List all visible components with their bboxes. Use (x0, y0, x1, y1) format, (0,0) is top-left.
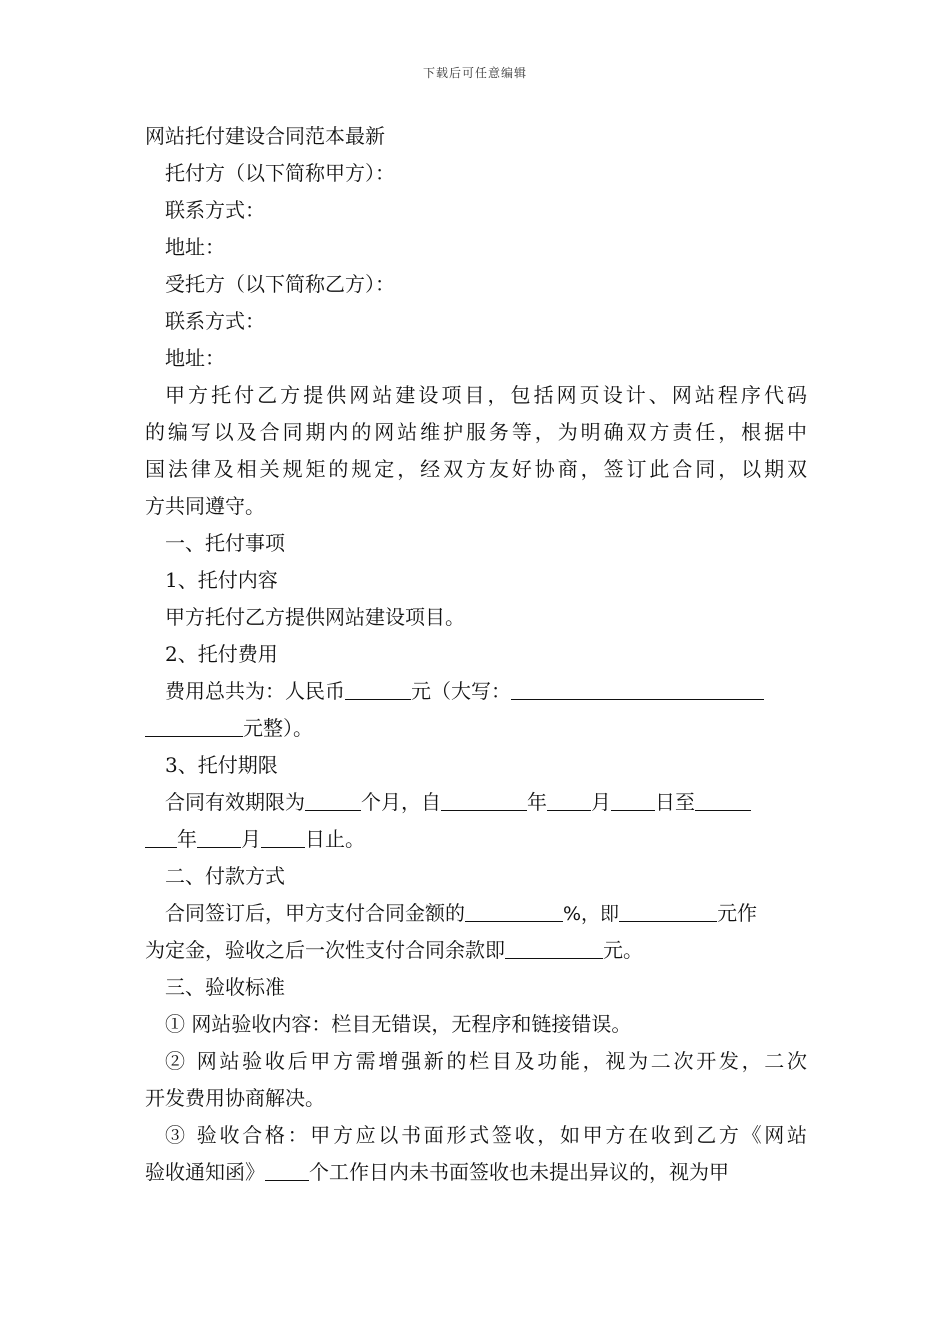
term-label: 合同有效期限为 (165, 790, 305, 814)
acceptance-item-3-cont (145, 1154, 807, 1191)
balance-amount-blank[interactable] (505, 934, 603, 959)
section-1-1-heading: 1、托付内容 (165, 568, 278, 592)
end-month-blank[interactable] (197, 823, 241, 848)
acceptance-item-2: ② 网站验收后甲方需增强新的栏目及功能，视为二次开发，二次 (165, 1049, 807, 1073)
contact-a-line: 联系方式： (165, 198, 265, 222)
address-b-line: 地址： (165, 346, 225, 370)
deposit-amount-blank[interactable] (619, 897, 717, 922)
intro-line-1: 甲方托付乙方提供网站建设项目，包括网页设计、网站程序代码 (165, 383, 807, 407)
end-year-label: 年 (177, 827, 197, 851)
workdays-blank[interactable] (265, 1156, 309, 1181)
party-b-line: 受托方（以下简称乙方）： (165, 272, 395, 296)
fee-line-2 (145, 710, 807, 747)
start-month-label: 月 (591, 790, 611, 814)
acceptance-item-1: ① 网站验收内容：栏目无错误，无程序和链接错误。 (165, 1012, 632, 1036)
start-year-label: 年 (527, 790, 547, 814)
contact-b-line: 联系方式： (165, 309, 265, 333)
start-day-blank[interactable] (611, 786, 655, 811)
balance-end: 元。 (603, 938, 643, 962)
fee-end: 元整）。 (243, 716, 313, 740)
acceptance-item-2-cont: 开发费用协商解决。 (145, 1086, 325, 1110)
end-month-label: 月 (241, 827, 261, 851)
section-2-heading: 二、付款方式 (165, 864, 285, 888)
term-months-label: 个月，自 (361, 790, 441, 814)
document-body (145, 118, 807, 1191)
fee-uppercase-label: 元（大写： (411, 679, 511, 703)
workdays-label: 个工作日内未书面签收也未提出异议的，视为甲 (309, 1160, 729, 1184)
section-1-2-heading: 2、托付费用 (165, 642, 278, 666)
fee-line-1 (145, 673, 807, 710)
term-months-blank[interactable] (305, 786, 361, 811)
end-day-blank[interactable] (261, 823, 305, 848)
payment-line-1 (145, 895, 807, 932)
section-1-heading: 一、托付事项 (165, 531, 285, 555)
address-a-line: 地址： (165, 235, 225, 259)
payment-label: 合同签订后，甲方支付合同金额的 (165, 901, 465, 925)
acceptance-item-3: ③ 验收合格：甲方应以书面形式签收，如甲方在收到乙方《网站 (165, 1123, 807, 1147)
start-day-label: 日至 (655, 790, 695, 814)
start-year-blank[interactable] (441, 786, 527, 811)
party-a-line: 托付方（以下简称甲方）： (165, 161, 395, 185)
intro-line-3: 国法律及相关规矩的规定，经双方友好协商，签订此合同，以期双 (145, 457, 807, 481)
deposit-percent-blank[interactable] (465, 897, 563, 922)
notice-label: 验收通知函》 (145, 1160, 265, 1184)
fee-uppercase-blank[interactable] (511, 675, 764, 700)
fee-label: 费用总共为：人民币 (165, 679, 345, 703)
intro-line-2: 的编写以及合同期内的网站维护服务等，为明确双方责任，根据中 (145, 420, 807, 444)
end-year-blank-cont[interactable] (145, 823, 177, 848)
term-line-1 (145, 784, 807, 821)
section-1-3-heading: 3、托付期限 (165, 753, 278, 777)
fee-amount-blank[interactable] (345, 675, 411, 700)
deposit-label: 元作 (717, 901, 758, 925)
document-title: 网站托付建设合同范本最新 (145, 124, 385, 148)
intro-line-4: 方共同遵守。 (145, 494, 265, 518)
fee-uppercase-blank-cont[interactable] (145, 712, 243, 737)
start-month-blank[interactable] (547, 786, 591, 811)
page-header: 下载后可任意编辑 (422, 66, 527, 80)
end-day-label: 日止。 (305, 827, 365, 851)
section-3-heading: 三、验收标准 (165, 975, 285, 999)
term-line-2 (145, 821, 807, 858)
payment-line-2 (145, 932, 807, 969)
end-year-blank[interactable] (695, 786, 751, 811)
percent-label: %，即 (563, 903, 620, 925)
section-1-1-text: 甲方托付乙方提供网站建设项目。 (165, 605, 465, 629)
balance-label: 为定金，验收之后一次性支付合同余款即 (145, 938, 505, 962)
